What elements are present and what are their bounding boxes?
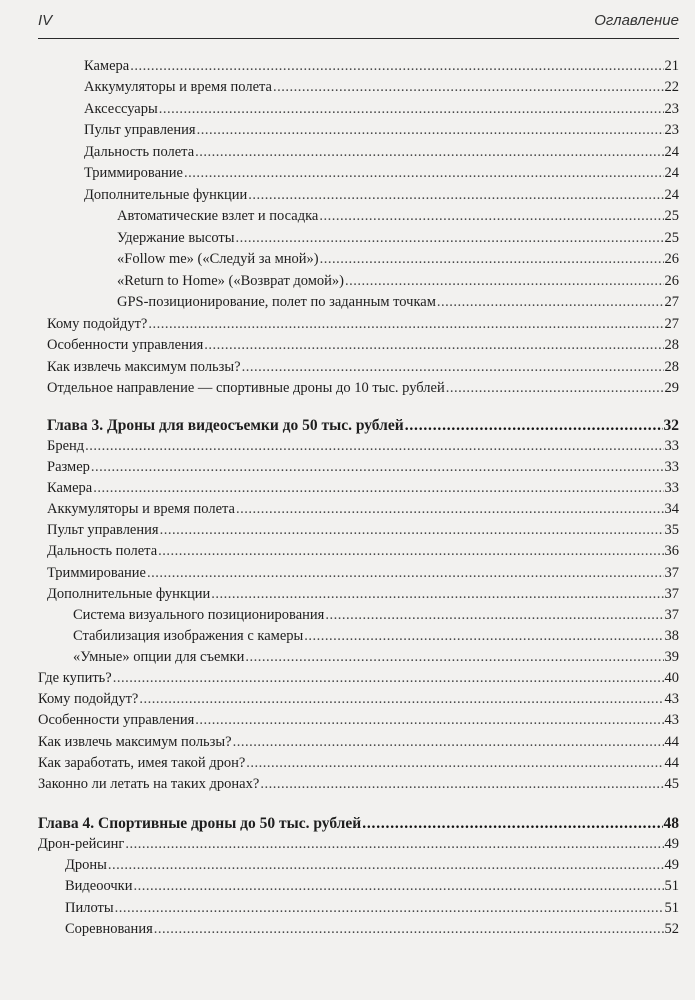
toc-entry[interactable]	[38, 711, 679, 730]
toc-entry[interactable]	[73, 606, 679, 625]
toc-entry-title: Аккумуляторы и время полета	[47, 501, 235, 517]
toc-entry[interactable]	[47, 458, 679, 477]
dot-leader	[345, 272, 663, 291]
dot-leader	[245, 648, 663, 667]
toc-entry[interactable]	[84, 186, 679, 205]
dot-leader	[319, 207, 663, 226]
toc-page-number: 22	[664, 79, 679, 95]
toc-entry[interactable]	[38, 835, 679, 854]
toc-entry[interactable]	[47, 379, 679, 398]
toc-entry-title: GPS-позиционирование, полет по заданным точкам	[117, 294, 436, 310]
toc-entry-title: Триммирование	[84, 165, 183, 181]
running-title: Оглавление	[594, 12, 679, 29]
toc-entry[interactable]	[47, 585, 679, 604]
dot-leader	[273, 78, 664, 97]
toc-page-number: 28	[664, 337, 679, 353]
toc-entry[interactable]	[84, 78, 679, 97]
toc-page-number: 29	[664, 380, 679, 396]
toc-entry[interactable]	[47, 315, 679, 334]
toc-page-number: 26	[664, 251, 679, 267]
toc-entry[interactable]	[117, 272, 679, 291]
dot-leader	[93, 479, 663, 498]
toc-page-number: 26	[664, 273, 679, 289]
dot-leader	[147, 564, 664, 583]
toc-entry[interactable]	[47, 521, 679, 540]
toc-entry[interactable]	[65, 899, 679, 918]
dot-leader	[160, 521, 664, 540]
toc-entry[interactable]	[47, 542, 679, 561]
toc-entry[interactable]	[84, 100, 679, 119]
toc-page-number: 35	[664, 522, 679, 538]
toc-entry-title: Камера	[47, 480, 93, 496]
toc-entry[interactable]	[117, 250, 679, 269]
toc-entry-title: Пульт управления	[84, 122, 196, 138]
dot-leader	[446, 379, 664, 398]
dot-leader	[148, 315, 663, 334]
toc-page-number: 49	[664, 857, 679, 873]
toc-entry[interactable]	[47, 336, 679, 355]
toc-page-number: 49	[664, 836, 679, 852]
toc-page-number: 32	[663, 417, 679, 434]
dot-leader	[362, 814, 662, 833]
toc-entry[interactable]	[65, 877, 679, 896]
toc-entry-title: Дальность полета	[84, 144, 195, 160]
dot-leader	[236, 229, 664, 248]
toc-entry-title: Триммирование	[47, 565, 146, 581]
toc-entry[interactable]	[117, 229, 679, 248]
dot-leader	[437, 293, 664, 312]
dot-leader	[184, 164, 664, 183]
dot-leader	[195, 143, 663, 162]
toc-page-number: 27	[664, 294, 679, 310]
toc-page-number: 28	[664, 359, 679, 375]
toc-entry-title: Размер	[47, 459, 90, 475]
toc-entry-title: Как заработать, имея такой дрон?	[38, 755, 246, 771]
toc-page-number: 44	[664, 734, 679, 750]
toc-entry-title: Дрон-рейсинг	[38, 836, 125, 852]
dot-leader	[130, 57, 663, 76]
toc-entry-title: Законно ли летать на таких дронах?	[38, 776, 260, 792]
dot-leader	[195, 711, 663, 730]
toc-page-number: 37	[664, 586, 679, 602]
page-header	[38, 8, 679, 39]
dot-leader	[154, 920, 664, 939]
toc-entry[interactable]	[117, 207, 679, 226]
toc-entry-title: Как извлечь максимум пользы?	[47, 359, 241, 375]
dot-leader	[204, 336, 663, 355]
toc-page-number: 33	[664, 459, 679, 475]
toc-page-number: 45	[664, 776, 679, 792]
dot-leader	[325, 606, 663, 625]
toc-entry[interactable]	[73, 648, 679, 667]
dot-leader	[115, 899, 664, 918]
toc-page-number: 37	[664, 565, 679, 581]
dot-leader	[233, 733, 664, 752]
toc-entry[interactable]	[84, 164, 679, 183]
toc-entry-title: Соревнования	[65, 921, 153, 937]
dot-leader	[85, 437, 663, 456]
toc-entry-title: Бренд	[47, 438, 85, 454]
toc-entry[interactable]	[38, 775, 679, 794]
dot-leader	[133, 877, 663, 896]
toc-entry-title: Кому подойдут?	[38, 691, 139, 707]
toc-entry[interactable]	[73, 627, 679, 646]
dot-leader	[158, 542, 663, 561]
toc-entry-title: Глава 4. Спортивные дроны до 50 тыс. рублей	[38, 815, 362, 832]
dot-leader	[405, 416, 663, 435]
toc-entry[interactable]	[47, 358, 679, 377]
toc-page-number: 38	[664, 628, 679, 644]
page-number: IV	[38, 12, 53, 29]
toc-entry[interactable]	[84, 57, 679, 76]
dot-leader	[211, 585, 663, 604]
dot-leader	[108, 856, 664, 875]
toc-page-number: 39	[664, 649, 679, 665]
toc-entry[interactable]	[84, 143, 679, 162]
dot-leader	[159, 100, 664, 119]
toc-page-number: 44	[664, 755, 679, 771]
toc-entry-title: «Умные» опции для съемки	[73, 649, 245, 665]
toc-entry-title: Удержание высоты	[117, 230, 235, 246]
toc-page-number: 40	[664, 670, 679, 686]
dot-leader	[248, 186, 663, 205]
toc-page-number: 51	[664, 878, 679, 894]
toc-entry[interactable]	[65, 920, 679, 939]
toc-entry-title: Система визуального позиционирования	[73, 607, 325, 623]
dot-leader	[260, 775, 663, 794]
dot-leader	[113, 669, 664, 688]
dot-leader	[139, 690, 663, 709]
toc-page-number: 36	[664, 543, 679, 559]
dot-leader	[242, 358, 664, 377]
toc-entry-title: Как извлечь максимум пользы?	[38, 734, 232, 750]
toc-page-number: 25	[664, 208, 679, 224]
toc-entry-title: Особенности управления	[47, 337, 204, 353]
toc-entry-title: Стабилизация изображения с камеры	[73, 628, 304, 644]
toc-page-number: 24	[664, 144, 679, 160]
toc-page-number: 37	[664, 607, 679, 623]
toc-entry[interactable]	[47, 437, 679, 456]
toc-page-number: 43	[664, 712, 679, 728]
toc-entry-title: Аккумуляторы и время полета	[84, 79, 272, 95]
toc-page-number: 23	[664, 101, 679, 117]
toc-entry-title: «Follow me» («Следуй за мной»)	[117, 251, 319, 267]
toc-entry-title: Пульт управления	[47, 522, 159, 538]
toc-chapter-heading[interactable]	[38, 814, 679, 833]
toc-entry-title: «Return to Home» («Возврат домой»)	[117, 273, 345, 289]
toc-entry[interactable]	[38, 690, 679, 709]
dot-leader	[125, 835, 663, 854]
toc-entry-title: Дополнительные функции	[47, 586, 211, 602]
toc-entry-title: Где купить?	[38, 670, 112, 686]
toc-page-number: 48	[663, 815, 679, 832]
toc-page-number: 24	[664, 165, 679, 181]
toc-page-number: 27	[664, 316, 679, 332]
dot-leader	[91, 458, 664, 477]
toc-page-number: 33	[664, 480, 679, 496]
toc-page-number: 21	[664, 58, 679, 74]
toc-entry-title: Дальность полета	[47, 543, 158, 559]
toc-entry-title: Особенности управления	[38, 712, 195, 728]
toc-entry-title: Пилоты	[65, 900, 114, 916]
toc-entry[interactable]	[65, 856, 679, 875]
toc-chapter-heading[interactable]	[47, 416, 679, 435]
toc-entry[interactable]	[38, 754, 679, 773]
toc-page-number: 43	[664, 691, 679, 707]
toc-page-number: 52	[664, 921, 679, 937]
toc-entry[interactable]	[47, 564, 679, 583]
toc-entry-title: Глава 3. Дроны для видеосъемки до 50 тыс. рублей	[47, 417, 404, 434]
toc-entry[interactable]	[84, 121, 679, 140]
toc-entry-title: Камера	[84, 58, 130, 74]
toc-entry-title: Дроны	[65, 857, 107, 873]
toc-entry-title: Кому подойдут?	[47, 316, 148, 332]
toc-entry-title: Отдельное направление — спортивные дроны до 10 тыс. рублей	[47, 380, 445, 396]
toc-entry-title: Аксессуары	[84, 101, 158, 117]
dot-leader	[320, 250, 664, 269]
dot-leader	[236, 500, 664, 519]
toc-entry-title: Видеоочки	[65, 878, 133, 894]
toc-page-number: 51	[664, 900, 679, 916]
toc-entry[interactable]	[117, 293, 679, 312]
toc-entry[interactable]	[38, 669, 679, 688]
toc-entry[interactable]	[47, 500, 679, 519]
dot-leader	[197, 121, 664, 140]
toc-entry[interactable]	[47, 479, 679, 498]
toc-entry-title: Автоматические взлет и посадка	[117, 208, 319, 224]
toc-page-number: 24	[664, 187, 679, 203]
toc-page-number: 23	[664, 122, 679, 138]
dot-leader	[304, 627, 663, 646]
toc-page-number: 25	[664, 230, 679, 246]
toc-entry[interactable]	[38, 733, 679, 752]
toc-page-number: 33	[664, 438, 679, 454]
toc-page-number: 34	[664, 501, 679, 517]
dot-leader	[246, 754, 663, 773]
toc-entry-title: Дополнительные функции	[84, 187, 248, 203]
